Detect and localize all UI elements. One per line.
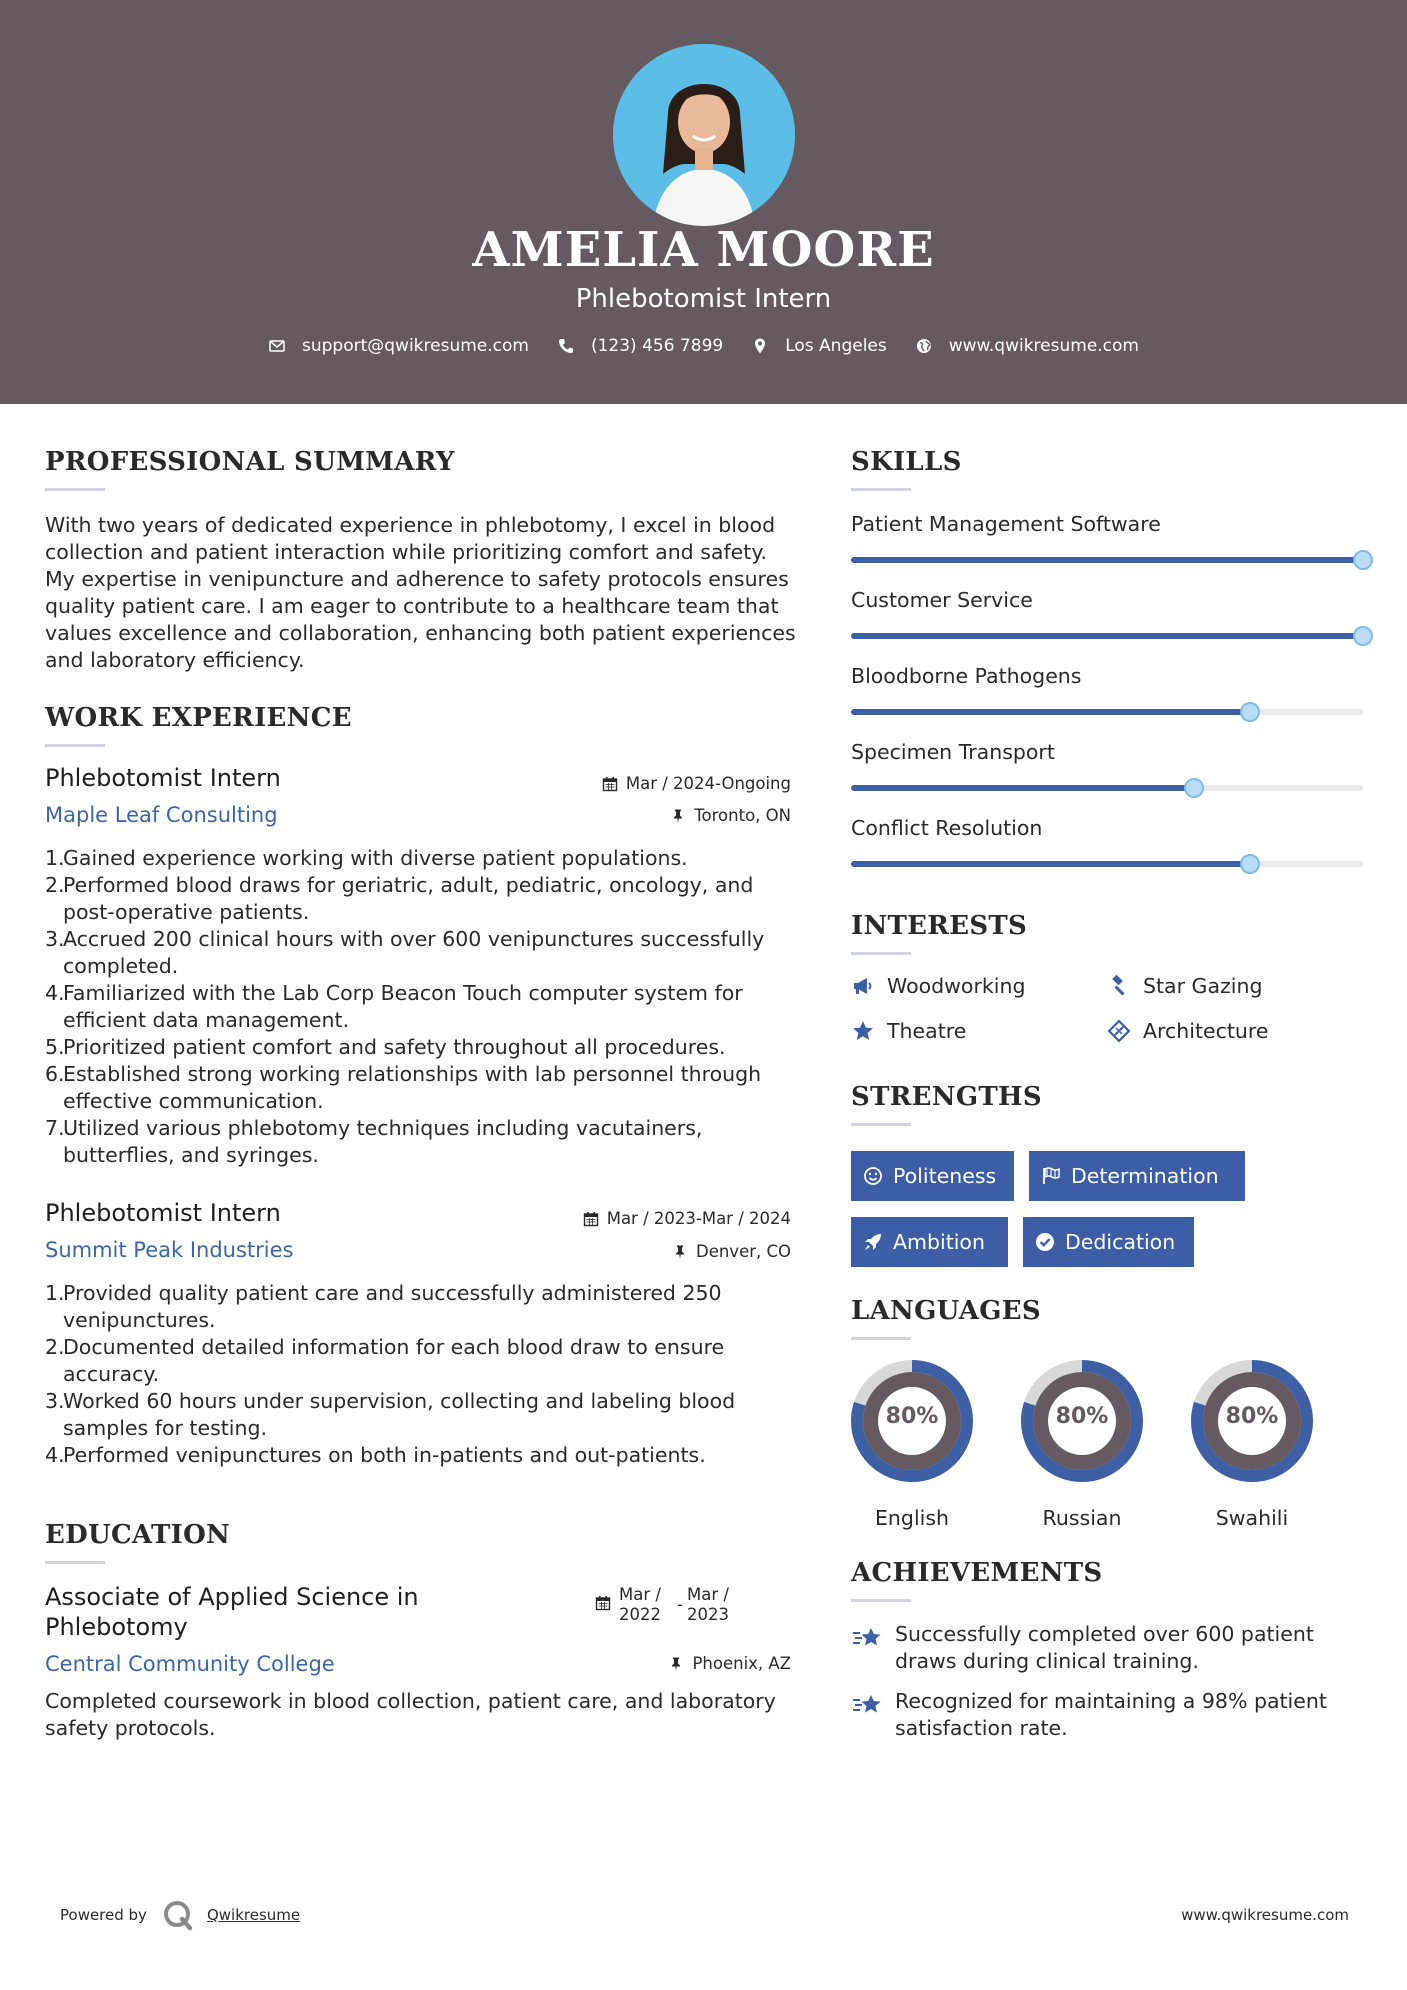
pushpin-icon (672, 1244, 688, 1260)
section-divider (851, 952, 911, 955)
list-item: 3. Accrued 200 clinical hours with over 600 venipunctures successfully completed. (45, 927, 765, 978)
powered-by-label: Powered by (60, 1906, 147, 1924)
globe-icon (915, 337, 933, 355)
contact-phone-text: (123) 456 7899 (590, 336, 724, 356)
skill-bar-handle (1240, 702, 1260, 722)
job-date-text: Mar / 2023-Mar / 2024 (606, 1209, 791, 1228)
interest-label: Woodworking (887, 974, 1026, 998)
footer-website[interactable]: www.qwikresume.com (1181, 1906, 1349, 1924)
achievement-text: Successfully completed over 600 patient draws during clinical training. (895, 1622, 1314, 1673)
list-item: 3. Worked 60 hours under supervision, collecting and labeling blood samples for testing. (45, 1389, 736, 1440)
job-location-text: Toronto, ON (694, 806, 791, 825)
list-item: 6. Established strong working relationships with lab personnel through effective communication. (45, 1062, 762, 1113)
candidate-role: Phlebotomist Intern (575, 284, 832, 314)
strength-label: Ambition (893, 1230, 985, 1254)
job-duties-list (45, 1280, 783, 1469)
profile-photo (613, 44, 795, 226)
resume-header (0, 0, 1407, 404)
language-item (851, 1360, 973, 1530)
list-item: 2. Performed blood draws for geriatric, adult, pediatric, oncology, and post-operative patients. (45, 873, 754, 924)
job-location-text: Denver, CO (695, 1242, 791, 1261)
skill-bar (851, 557, 1363, 563)
pushpin-icon (670, 808, 686, 824)
language-percent: 80% (1225, 1404, 1279, 1429)
skill-label: Specimen Transport (851, 740, 1055, 764)
skill-label: Conflict Resolution (851, 816, 1043, 840)
skill-label: Patient Management Software (851, 512, 1161, 536)
section-divider (851, 1599, 911, 1602)
section-divider (851, 1123, 911, 1126)
list-item: 1. Provided quality patient care and successfully administered 250 venipunctures. (45, 1281, 722, 1332)
calendar-icon (602, 776, 618, 792)
shooting-star-icon (851, 1690, 885, 1720)
job-date-text: Mar / 2024-Ongoing (625, 774, 791, 793)
job-date (583, 1209, 791, 1228)
skill-bar-fill (851, 861, 1250, 867)
skill-bar-fill (851, 633, 1363, 639)
interest-label: Architecture (1143, 1019, 1269, 1043)
language-item (1191, 1360, 1313, 1530)
job-title: Phlebotomist Intern (45, 764, 281, 792)
interest-item (1107, 974, 1262, 998)
education-end: Mar / 2023 (686, 1585, 729, 1624)
strength-label: Determination (1071, 1164, 1219, 1188)
megaphone-icon (851, 974, 875, 998)
languages-heading: LANGUAGES (851, 1296, 1041, 1326)
calendar-icon (595, 1595, 611, 1611)
footer-branding (60, 1898, 300, 1932)
check-circle-icon (1035, 1232, 1055, 1252)
contact-website-text: www.qwikresume.com (948, 336, 1139, 356)
rocket-icon (863, 1232, 883, 1252)
contact-website[interactable] (915, 336, 1139, 356)
education-heading: EDUCATION (45, 1520, 231, 1550)
list-item: 4. Familiarized with the Lab Corp Beacon Touch computer system for efficient data management. (45, 981, 743, 1032)
skill-bar-fill (851, 709, 1250, 715)
job-title: Phlebotomist Intern (45, 1199, 281, 1227)
gavel-icon (1107, 974, 1131, 998)
candidate-name: AMELIA MOORE (472, 222, 935, 278)
skills-heading: SKILLS (851, 447, 962, 477)
calendar-icon (583, 1211, 599, 1227)
interest-item (1107, 1019, 1269, 1043)
contact-location (751, 336, 887, 356)
language-percent: 80% (885, 1404, 939, 1429)
language-name: Swahili (1215, 1506, 1289, 1530)
compass-icon (1107, 1019, 1131, 1043)
skill-bar (851, 633, 1363, 639)
brand-link[interactable]: Qwikresume (206, 1906, 301, 1924)
list-item: 2. Documented detailed information for each blood draw to ensure accuracy. (45, 1335, 725, 1386)
job-duties-list (45, 845, 799, 1169)
job-location (672, 1242, 791, 1261)
strength-badge (1029, 1151, 1245, 1201)
interest-label: Theatre (887, 1019, 967, 1043)
interest-item (851, 1019, 966, 1043)
skill-label: Bloodborne Pathogens (851, 664, 1082, 688)
section-divider (851, 1337, 911, 1340)
interests-heading: INTERESTS (851, 911, 1028, 941)
job-company[interactable]: Maple Leaf Consulting (45, 803, 278, 827)
shooting-star-icon (851, 1623, 885, 1653)
summary-text: With two years of dedicated experience in phlebotomy, I excel in blood collection and patient interaction while prioritizing comfort and safety. My expertise in venipuncture and adherence to safety protocols ensures quality patient care. I am eager to contribute to a healthcare team that values excellence and collaboration, enhancing both patient experiences and laboratory efficiency. (45, 513, 796, 672)
job-date (602, 774, 791, 793)
list-item: 5. Prioritized patient comfort and safety throughout all procedures. (45, 1035, 726, 1059)
strength-badge (1023, 1217, 1194, 1267)
education-location-text: Phoenix, AZ (692, 1654, 791, 1673)
degree-title: Associate of Applied Science in Phlebotomy (45, 1583, 419, 1641)
education-description: Completed coursework in blood collection, patient care, and laboratory safety protocols. (45, 1689, 776, 1740)
section-divider (45, 744, 105, 747)
strengths-heading: STRENGTHS (851, 1082, 1042, 1112)
list-item: 4. Performed venipunctures on both in-patients and out-patients. (45, 1443, 706, 1467)
job-company[interactable]: Summit Peak Industries (45, 1238, 294, 1262)
language-name: Russian (1042, 1506, 1122, 1530)
contact-phone[interactable] (557, 336, 723, 356)
school-name[interactable]: Central Community College (45, 1652, 335, 1676)
strength-badge (851, 1217, 1008, 1267)
pushpin-icon (668, 1656, 684, 1672)
language-percent: 80% (1055, 1404, 1109, 1429)
achievement-text: Recognized for maintaining a 98% patient satisfaction rate. (895, 1689, 1327, 1740)
summary-heading: PROFESSIONAL SUMMARY (45, 447, 455, 477)
date-separator: - (677, 1595, 683, 1614)
skill-bar-handle (1353, 550, 1373, 570)
language-name: English (874, 1506, 950, 1530)
qwikresume-logo-icon (161, 1898, 195, 1932)
section-divider (45, 1561, 105, 1564)
section-divider (45, 488, 105, 491)
job-location (670, 806, 791, 825)
interest-label: Star Gazing (1143, 974, 1263, 998)
skill-bar-handle (1184, 778, 1204, 798)
skill-bar (851, 861, 1363, 867)
map-pin-icon (751, 337, 769, 355)
achievement-item (851, 1688, 1371, 1742)
skill-bar-fill (851, 785, 1194, 791)
list-item: 1. Gained experience working with diverse patient populations. (45, 846, 688, 870)
envelope-icon (268, 337, 286, 355)
contact-bar (0, 336, 1407, 356)
strength-label: Dedication (1065, 1230, 1176, 1254)
language-item (1021, 1360, 1143, 1530)
contact-email-text: support@qwikresume.com (302, 336, 529, 356)
skill-bar (851, 709, 1363, 715)
skill-bar-fill (851, 557, 1363, 563)
section-divider (851, 488, 911, 491)
achievement-item (851, 1621, 1371, 1675)
strength-label: Politeness (893, 1164, 997, 1188)
interest-item (851, 974, 1025, 998)
education-location (668, 1654, 791, 1673)
skill-bar (851, 785, 1363, 791)
phone-icon (557, 337, 575, 355)
education-start: Mar / 2022 (619, 1585, 661, 1624)
achievements-heading: ACHIEVEMENTS (851, 1558, 1103, 1588)
experience-heading: WORK EXPERIENCE (45, 703, 352, 733)
contact-location-text: Los Angeles (785, 336, 887, 356)
education-date (595, 1585, 737, 1625)
star-icon (851, 1019, 875, 1043)
skill-label: Customer Service (851, 588, 1033, 612)
list-item: 7. Utilized various phlebotomy techniques including vacutainers, butterflies, and syringes. (45, 1116, 703, 1167)
skill-bar-handle (1353, 626, 1373, 646)
flag-icon (1041, 1166, 1061, 1186)
smile-icon (863, 1166, 883, 1186)
strength-badge (851, 1151, 1014, 1201)
skill-bar-handle (1240, 854, 1260, 874)
contact-email[interactable] (268, 336, 529, 356)
